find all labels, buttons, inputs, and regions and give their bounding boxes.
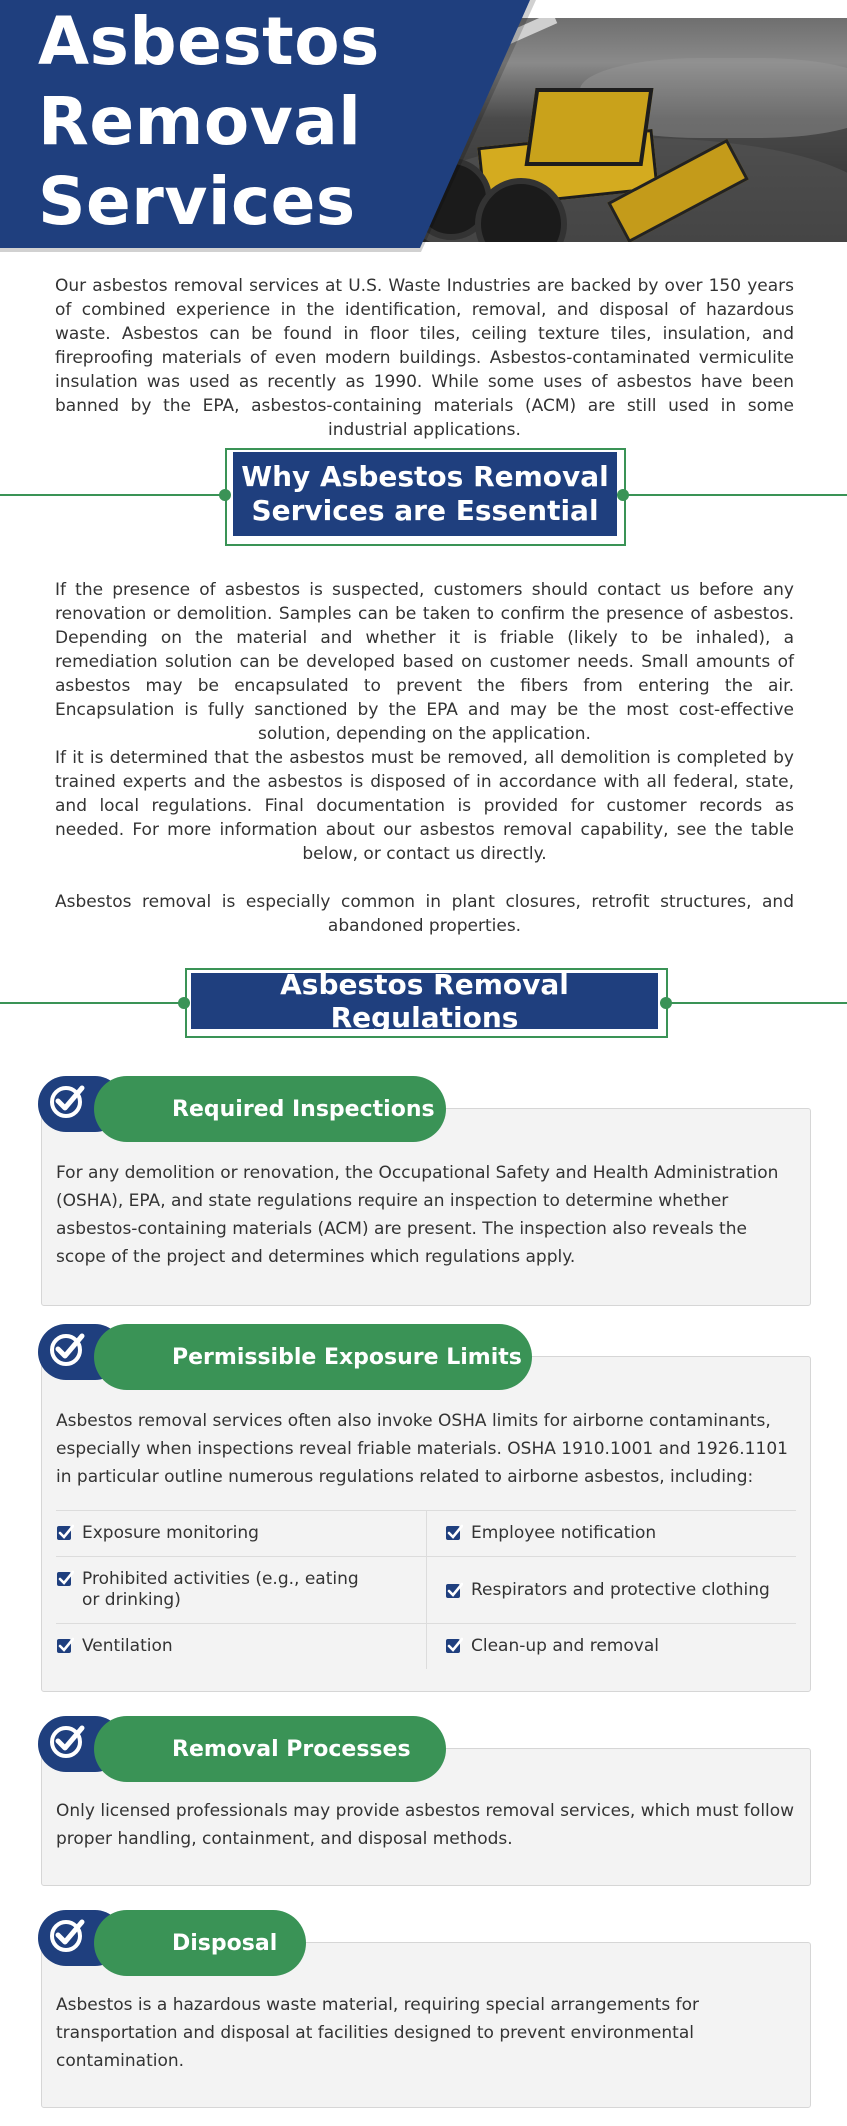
inspections-title: Required Inspections xyxy=(94,1076,446,1142)
check-circle-icon xyxy=(48,1722,86,1760)
regulations-heading: Asbestos Removal Regulations xyxy=(191,973,658,1029)
exposure-checklist xyxy=(56,1510,796,1669)
why-paragraph-2: If it is determined that the asbestos must be removed, all demolition is completed by trained experts and the asbestos is disposed of in accordance with all federal, state, and local regulations. Final documentation is provided for customer records as needed. For more information about our asbestos removal capability, see the table below, or contact us directly. xyxy=(55,748,794,864)
checklist-item: Clean-up and removal xyxy=(426,1624,796,1669)
checkbox-icon xyxy=(56,1524,74,1542)
card-exposure-limits xyxy=(41,1356,811,1692)
disposal-text: Asbestos is a hazardous waste material, requiring special arrangements for transportation and disposal at facilities designed to prevent environmental contamination. xyxy=(56,1995,700,2071)
page-title: Asbestos Removal Services xyxy=(38,3,380,240)
checklist-row xyxy=(56,1624,796,1669)
inspections-text: For any demolition or renovation, the Occupational Safety and Health Administration (OSHA), EPA, and state regulations require an inspection to determine whether asbestos-containing materials (ACM) are present. The inspection also reveals the scope of the project and determines which regulations apply. xyxy=(56,1163,779,1267)
processes-text: Only licensed professionals may provide asbestos removal services, which must follow proper handling, containment, and disposal methods. xyxy=(56,1801,795,1849)
check-circle-icon xyxy=(48,1916,86,1954)
checkbox-icon xyxy=(445,1524,463,1542)
check-circle-icon xyxy=(48,1330,86,1368)
checkbox-icon xyxy=(56,1570,74,1588)
processes-title: Removal Processes xyxy=(94,1716,446,1782)
why-paragraph-3: Asbestos removal is especially common in plant closures, retrofit structures, and abandoned properties. xyxy=(55,892,794,936)
checkbox-icon xyxy=(445,1582,463,1600)
disposal-title: Disposal xyxy=(94,1910,306,1976)
hero xyxy=(0,0,847,248)
checklist-row xyxy=(56,1557,796,1624)
check-circle-icon xyxy=(48,1082,86,1120)
checklist-item: Respirators and protective clothing xyxy=(426,1557,796,1623)
why-heading: Why Asbestos Removal Services are Essential xyxy=(233,452,617,536)
checkbox-icon xyxy=(56,1637,74,1655)
checklist-row xyxy=(56,1511,796,1557)
checklist-item: Ventilation xyxy=(56,1624,426,1669)
checklist-item: Exposure monitoring xyxy=(56,1511,426,1556)
exposure-title: Permissible Exposure Limits xyxy=(94,1324,532,1390)
why-paragraph-1: If the presence of asbestos is suspected, customers should contact us before any renovation or demolition. Samples can be taken to confirm the presence of asbestos. Depending on the material and whether it is friable (likely to be inhaled), a remediation solution can be developed based on customer needs. Small amounts of asbestos may be encapsulated to prevent the fibers from entering the air. Encapsulation is fully sanctioned by the EPA and may be the most cost-effective solution, depending on the application. xyxy=(55,580,794,744)
checklist-item: Employee notification xyxy=(426,1511,796,1556)
checklist-item: Prohibited activities (e.g., eating or drinking) xyxy=(56,1557,426,1623)
exposure-text: Asbestos removal services often also invoke OSHA limits for airborne contaminants, especially when inspections reveal friable materials. OSHA 1910.1001 and 1926.1101 in particular outline numerous regulations related to airborne asbestos, including: xyxy=(56,1411,788,1487)
checkbox-icon xyxy=(445,1637,463,1655)
intro-paragraph: Our asbestos removal services at U.S. Waste Industries are backed by over 150 years of combined experience in the identification, removal, and disposal of hazardous waste. Asbestos can be found in floor tiles, ceiling texture tiles, insulation, and fireproofing materials of even modern buildings. Asbestos-contaminated vermiculite insulation was used as recently as 1990. While some uses of asbestos have been banned by the EPA, asbestos-containing materials (ACM) are still used in some industrial applications. xyxy=(55,276,794,440)
